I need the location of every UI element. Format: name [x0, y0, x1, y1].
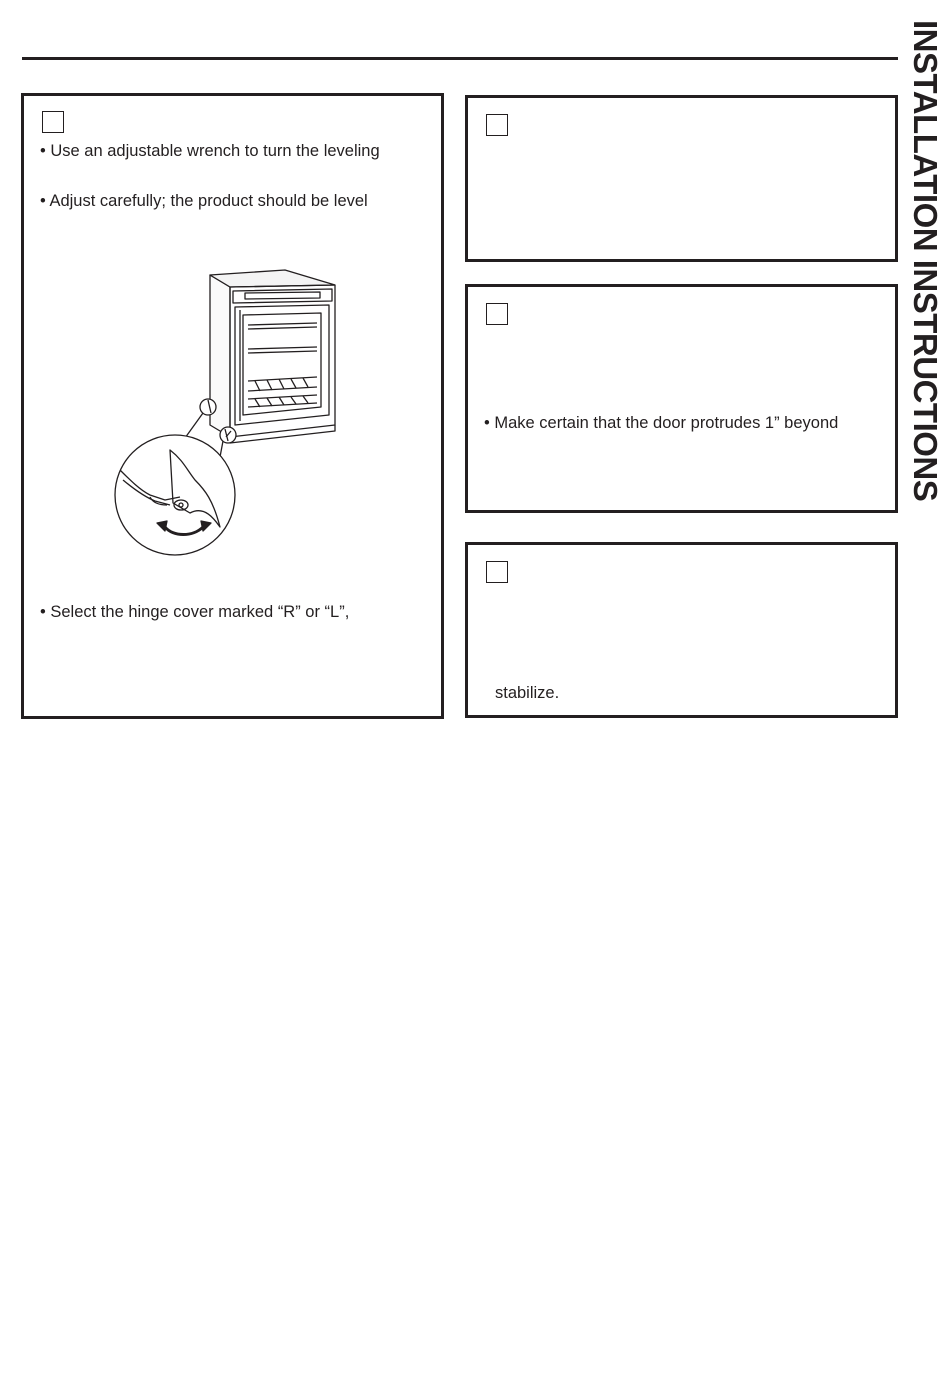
instruction-panel-top	[465, 95, 898, 262]
leveling-bullet-1: • Use an adjustable wrench to turn the leveling	[40, 142, 380, 160]
leveling-bullet-3: • Select the hinge cover marked “R” or “L”,	[40, 603, 350, 621]
section-title: INSTALLATION INSTRUCTIONS	[907, 20, 944, 502]
header-rule	[22, 57, 898, 60]
leveling-bullet-2: • Adjust carefully; the product should be level	[40, 192, 368, 210]
step-checkbox	[42, 111, 64, 133]
instruction-panel-middle	[465, 284, 898, 513]
step-checkbox	[486, 561, 508, 583]
step-checkbox	[486, 303, 508, 325]
stabilize-text: stabilize.	[495, 684, 560, 702]
door-protrude-bullet: • Make certain that the door protrudes 1” beyond	[484, 414, 839, 432]
leveling-leg-illustration	[95, 265, 355, 560]
step-checkbox	[486, 114, 508, 136]
